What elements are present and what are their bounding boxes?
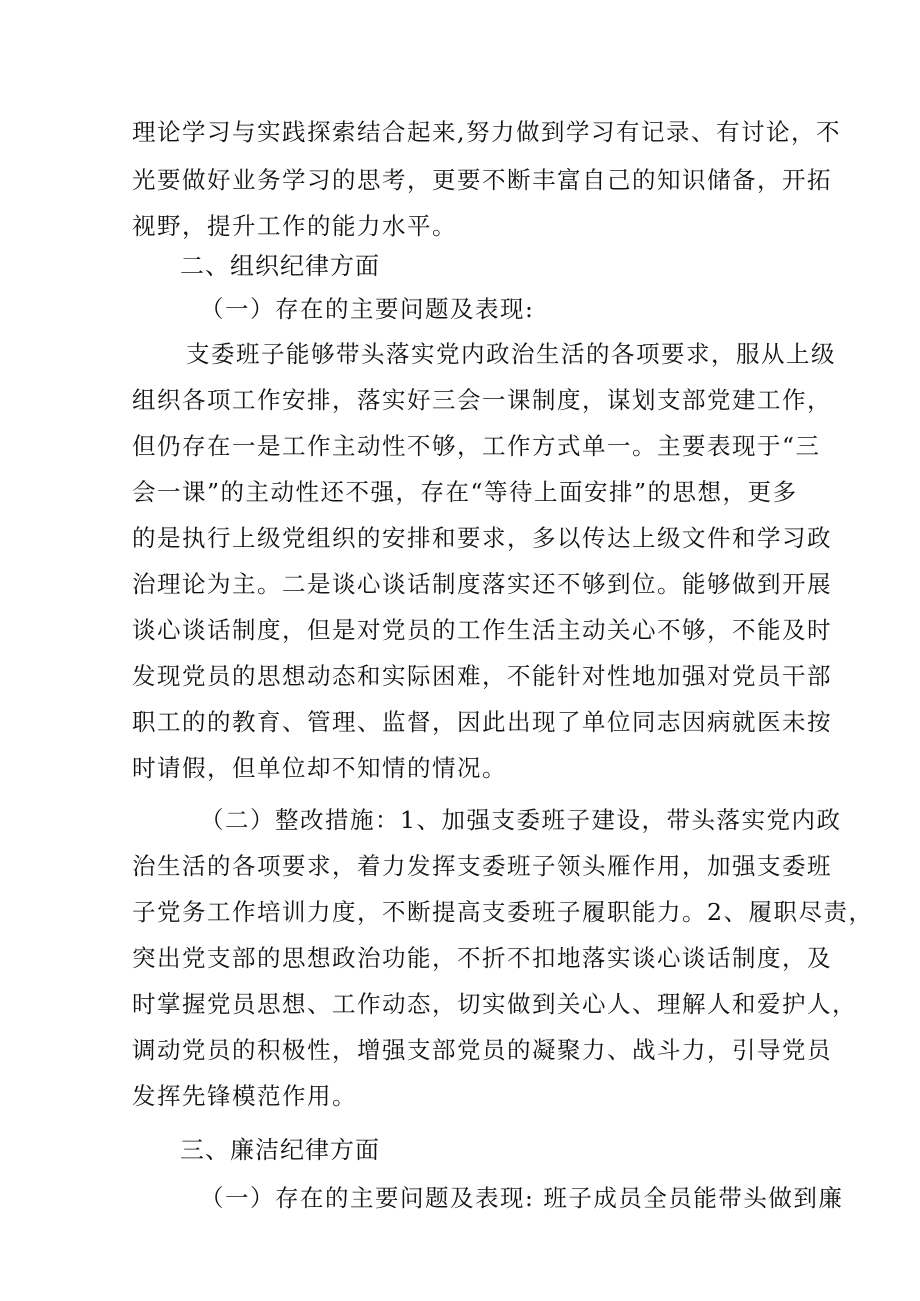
section-2-sub2-line-7: 发挥先锋模范作用。 — [132, 1082, 357, 1110]
section-2-sub1-line-10: 时请假，但单位却不知情的情况。 — [132, 754, 507, 782]
section-2-sub2-line-6: 调动党员的积极性，增强支部党员的凝聚力、战斗力，引导党员 — [132, 1036, 832, 1064]
section-2-sub2-line-4: 突出党支部的思想政治功能，不折不扣地落实谈心谈话制度，及 — [132, 944, 832, 972]
intro-line-2: 光要做好业务学习的思考，更要不断丰富自己的知识储备，开拓 — [132, 166, 832, 194]
section-2-sub1-line-5: 的是执行上级党组织的安排和要求，多以传达上级文件和学习政 — [132, 524, 832, 552]
section-2-sub2-line-2: 治生活的各项要求，着力发挥支委班子领头雁作用，加强支委班 — [132, 852, 832, 880]
section-2-sub1-line-1: 支委班子能够带头落实党内政治生活的各项要求，服从上级 — [186, 340, 836, 368]
section-2-sub2-line-3: 子党务工作培训力度，不断提高支委班子履职能力。2、履职尽责， — [132, 898, 874, 926]
section-2-sub2-line-5: 时掌握党员思想、工作动态，切实做到关心人、理解人和爱护人， — [132, 990, 857, 1018]
section-2-sub1-title: （一）存在的主要问题及表现: — [200, 295, 535, 323]
section-2-sub1-line-8: 发现党员的思想动态和实际困难，不能针对性地加强对党员干部 — [132, 662, 832, 690]
intro-line-1: 理论学习与实践探索结合起来,努力做到学习有记录、有讨论，不 — [132, 118, 841, 146]
intro-line-3: 视野，提升工作的能力水平。 — [132, 212, 457, 240]
section-3-heading: 三、廉洁纪律方面 — [180, 1136, 380, 1164]
section-2-sub1-line-7: 谈心谈话制度，但是对党员的工作生活主动关心不够，不能及时 — [132, 616, 832, 644]
section-2-heading: 二、组织纪律方面 — [180, 252, 380, 280]
section-3-sub1-line-1: （一）存在的主要问题及表现: 班子成员全员能带头做到廉 — [200, 1184, 844, 1212]
section-2-sub1-line-9: 职工的的教育、管理、监督，因此出现了单位同志因病就医未按 — [132, 708, 832, 736]
section-2-sub2-line-1: （二）整改措施：1、加强支委班子建设，带头落实党内政 — [200, 806, 842, 834]
section-2-sub1-line-4: 会一课”的主动性还不强，存在“等待上面安排”的思想，更多 — [132, 478, 798, 506]
section-2-sub1-line-2: 组织各项工作安排，落实好三会一课制度，谋划支部党建工作， — [132, 386, 832, 414]
section-2-sub1-line-3: 但仍存在一是工作主动性不够，工作方式单一。主要表现于“三 — [132, 432, 821, 460]
section-2-sub1-line-6: 治理论为主。二是谈心谈话制度落实还不够到位。能够做到开展 — [132, 570, 832, 598]
